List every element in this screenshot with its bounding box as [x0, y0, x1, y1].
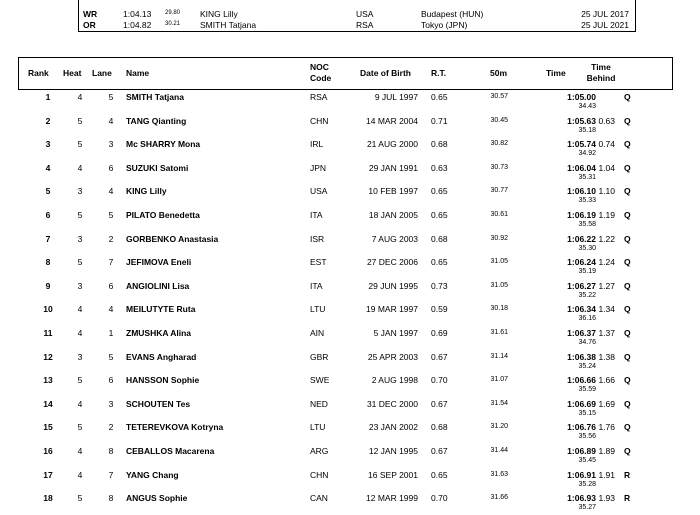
dob-cell: 14 MAR 2004: [366, 115, 418, 126]
sub-split-cell: 34.92: [578, 150, 596, 158]
sub-split-cell: 36.16: [578, 315, 596, 323]
header-dob: Date of Birth: [360, 68, 411, 78]
time-cell: 1:05.63: [567, 115, 596, 126]
time-behind-cell: 1.93: [598, 493, 615, 504]
header-50m: 50m: [490, 68, 508, 78]
noc-cell: USA: [310, 186, 328, 197]
rank-cell: 4: [45, 162, 51, 173]
sub-split-cell: 35.58: [578, 221, 596, 228]
dob-cell: 16 SEP 2001: [368, 469, 418, 480]
split-50m-cell: 31.44: [490, 447, 508, 454]
heat-cell: 5: [77, 375, 83, 386]
lane-cell: 2: [108, 233, 114, 244]
dob-cell: 12 JAN 1995: [368, 446, 418, 456]
dob-cell: 21 AUG 2000: [366, 139, 418, 150]
qualifier-badge: Q: [624, 446, 631, 456]
sub-split-cell: 34.43: [578, 103, 596, 110]
noc-cell: CHN: [310, 115, 329, 126]
rank-cell: 11: [43, 328, 53, 338]
time-behind-cell: 1.91: [598, 469, 615, 480]
header-heat: Heat: [63, 68, 82, 78]
noc-cell: ITA: [310, 280, 323, 291]
header-code: Code: [310, 73, 332, 83]
time-behind-cell: 1.66: [598, 375, 615, 386]
time-behind-cell: 1.69: [598, 398, 615, 409]
table-row: [0, 232, 700, 256]
table-row: [0, 468, 700, 492]
heat-cell: 3: [77, 280, 83, 291]
qualifier-badge: Q: [624, 115, 631, 126]
noc-cell: EST: [310, 257, 327, 268]
time-cell: 1:06.91: [567, 469, 596, 480]
split-50m-cell: 30.92: [490, 234, 508, 242]
noc-cell: SWE: [310, 375, 330, 386]
header-name: Name: [126, 68, 150, 78]
heat-cell: 5: [77, 422, 83, 433]
time-cell: 1:06.27: [567, 280, 596, 291]
athlete-name: SUZUKI Satomi: [126, 162, 189, 173]
lane-cell: 8: [108, 493, 114, 504]
athlete-name: PILATO Benedetta: [126, 210, 200, 220]
time-cell: 1:06.19: [567, 210, 596, 220]
heat-cell: 5: [77, 493, 83, 504]
record-noc: RSA: [356, 20, 374, 30]
time-behind-cell: 1.38: [598, 351, 615, 362]
record-row-wr: [79, 9, 635, 20]
rank-cell: 7: [45, 233, 51, 244]
table-row: [0, 491, 700, 515]
dob-cell: 5 JAN 1997: [373, 328, 418, 338]
lane-cell: 4: [108, 186, 114, 197]
heat-cell: 4: [77, 162, 83, 173]
rt-cell: 0.65: [431, 469, 448, 480]
time-cell: 1:06.66: [567, 375, 596, 386]
rank-cell: 10: [43, 304, 53, 315]
table-row: [0, 137, 700, 161]
heat-cell: 4: [77, 446, 83, 456]
athlete-name: HANSSON Sophie: [126, 375, 200, 386]
time-behind-cell: 0.74: [598, 139, 615, 150]
heat-cell: 5: [77, 115, 83, 126]
heat-cell: 3: [77, 186, 83, 197]
record-time: 1:04.13: [123, 9, 152, 19]
rt-cell: 0.59: [431, 304, 448, 315]
record-name: SMITH Tatjana: [200, 20, 257, 30]
heat-cell: 4: [77, 92, 83, 102]
time-behind-cell: 1.24: [598, 257, 615, 268]
rt-cell: 0.70: [431, 493, 448, 504]
table-row: [0, 420, 700, 444]
table-row: [0, 161, 700, 185]
rt-cell: 0.63: [431, 162, 448, 173]
header-rt: R.T.: [431, 68, 447, 78]
rt-cell: 0.65: [431, 186, 448, 197]
table-row: [0, 208, 700, 232]
results-header: [18, 57, 673, 90]
time-behind-cell: 1.89: [598, 446, 615, 456]
rt-cell: 0.68: [431, 422, 448, 433]
header-time-behind-2: Behind: [586, 73, 616, 83]
split-50m-cell: 31.20: [490, 423, 508, 431]
record-name: KING Lilly: [200, 9, 238, 19]
table-row: [0, 350, 700, 374]
split-50m-cell: 30.57: [490, 93, 508, 100]
athlete-name: ANGUS Sophie: [126, 493, 188, 504]
sub-split-cell: 35.31: [578, 173, 596, 181]
time-cell: 1:06.10: [567, 186, 596, 197]
dob-cell: 9 JUL 1997: [374, 92, 418, 102]
rank-cell: 6: [45, 210, 51, 220]
lane-cell: 2: [108, 422, 114, 433]
table-row: [0, 184, 700, 208]
noc-cell: ITA: [310, 210, 323, 220]
split-50m-cell: 30.73: [490, 163, 508, 171]
record-split: 29.80: [165, 10, 181, 16]
sub-split-cell: 35.24: [578, 362, 596, 370]
header-lane: Lane: [92, 68, 112, 78]
header-time-behind-1: Time: [591, 62, 611, 72]
rt-cell: 0.67: [431, 351, 448, 362]
athlete-name: TANG Qianting: [126, 115, 187, 126]
qualifier-badge: Q: [624, 351, 631, 362]
dob-cell: 25 APR 2003: [367, 351, 418, 362]
sub-split-cell: 35.56: [578, 433, 596, 441]
athlete-name: KING Lilly: [126, 186, 167, 197]
time-cell: 1:06.34: [567, 304, 596, 315]
qualifier-badge: Q: [624, 257, 631, 268]
heat-cell: 4: [77, 304, 83, 315]
noc-cell: ISR: [310, 233, 325, 244]
noc-cell: CAN: [310, 493, 328, 504]
athlete-name: GORBENKO Anastasia: [126, 233, 219, 244]
time-cell: 1:06.93: [567, 493, 596, 504]
noc-cell: AIN: [310, 328, 325, 338]
athlete-name: MEILUTYTE Ruta: [126, 304, 196, 315]
sub-split-cell: 35.28: [578, 480, 596, 488]
time-behind-cell: 1.76: [598, 422, 615, 433]
rt-cell: 0.68: [431, 139, 448, 150]
time-behind-cell: 0.63: [598, 115, 615, 126]
time-cell: 1:05.00: [567, 92, 596, 102]
dob-cell: 27 DEC 2006: [366, 257, 418, 268]
rank-cell: 2: [45, 115, 51, 126]
lane-cell: 7: [108, 257, 114, 268]
time-behind-cell: 1.04: [598, 162, 615, 173]
rank-cell: 9: [45, 280, 51, 291]
dob-cell: 19 MAR 1997: [366, 304, 418, 315]
lane-cell: 5: [108, 351, 114, 362]
record-date: 25 JUL 2017: [581, 9, 629, 19]
time-cell: 1:06.24: [567, 257, 596, 268]
athlete-name: SCHOUTEN Tes: [126, 398, 191, 409]
athlete-name: ZMUSHKA Alina: [126, 328, 192, 338]
qualifier-badge: Q: [624, 186, 631, 197]
time-cell: 1:06.22: [567, 233, 596, 244]
table-row: [0, 90, 700, 114]
qualifier-badge: Q: [624, 398, 631, 409]
lane-cell: 7: [108, 469, 114, 480]
qualifier-badge: Q: [624, 139, 631, 150]
split-50m-cell: 30.45: [490, 116, 508, 124]
time-cell: 1:06.89: [567, 446, 596, 456]
dob-cell: 29 JAN 1991: [368, 162, 418, 173]
rank-cell: 16: [43, 446, 53, 456]
lane-cell: 4: [108, 115, 114, 126]
rt-cell: 0.71: [431, 115, 448, 126]
time-cell: 1:05.74: [567, 139, 596, 150]
qualifier-badge: Q: [624, 375, 631, 386]
noc-cell: RSA: [310, 92, 328, 102]
dob-cell: 2 AUG 1998: [371, 375, 418, 386]
dob-cell: 7 AUG 2003: [371, 233, 418, 244]
heat-cell: 4: [77, 469, 83, 480]
rank-cell: 17: [43, 469, 53, 480]
record-row-or: [79, 20, 635, 31]
split-50m-cell: 31.54: [490, 399, 508, 407]
rank-cell: 5: [45, 186, 51, 197]
noc-cell: CHN: [310, 469, 329, 480]
heat-cell: 3: [77, 233, 83, 244]
noc-cell: IRL: [310, 139, 324, 150]
time-cell: 1:06.37: [567, 328, 596, 338]
time-behind-cell: 1.22: [598, 233, 615, 244]
sub-split-cell: 35.33: [578, 197, 596, 205]
record-split: 30.21: [165, 21, 181, 27]
noc-cell: JPN: [310, 162, 327, 173]
time-behind-cell: 1.37: [598, 328, 615, 338]
rank-cell: 8: [45, 257, 51, 268]
heat-cell: 5: [77, 257, 83, 268]
rank-cell: 15: [43, 422, 53, 433]
qualifier-badge: Q: [624, 210, 631, 220]
record-location: Budapest (HUN): [421, 9, 484, 19]
qualifier-badge: Q: [624, 304, 631, 315]
split-50m-cell: 30.18: [490, 305, 508, 313]
sub-split-cell: 35.27: [578, 504, 596, 512]
sub-split-cell: 35.22: [578, 291, 596, 299]
split-50m-cell: 30.61: [490, 211, 508, 218]
qualifier-badge: Q: [624, 233, 631, 244]
split-50m-cell: 31.14: [490, 352, 508, 360]
heat-cell: 5: [77, 210, 83, 220]
lane-cell: 5: [108, 92, 114, 102]
lane-cell: 3: [108, 398, 114, 409]
qualifier-badge: Q: [624, 280, 631, 291]
record-type: WR: [83, 9, 98, 19]
time-cell: 1:06.04: [567, 162, 596, 173]
split-50m-cell: 31.66: [490, 494, 508, 502]
split-50m-cell: 31.63: [490, 470, 508, 478]
athlete-name: SMITH Tatjana: [126, 92, 184, 102]
athlete-name: TETEREVKOVA Kotryna: [126, 422, 224, 433]
lane-cell: 6: [108, 162, 114, 173]
rank-cell: 14: [43, 398, 53, 409]
lane-cell: 8: [108, 446, 114, 456]
heat-cell: 3: [77, 351, 83, 362]
noc-cell: LTU: [310, 304, 326, 315]
dob-cell: 29 JUN 1995: [368, 280, 418, 291]
header-rank: Rank: [28, 68, 49, 78]
record-time: 1:04.82: [123, 20, 152, 30]
sub-split-cell: 35.18: [578, 126, 596, 134]
lane-cell: 5: [108, 210, 114, 220]
qualifier-badge: Q: [624, 328, 631, 338]
split-50m-cell: 30.82: [490, 140, 508, 148]
table-row: [0, 326, 700, 350]
time-cell: 1:06.76: [567, 422, 596, 433]
record-noc: USA: [356, 9, 374, 19]
dob-cell: 31 DEC 2000: [366, 398, 418, 409]
lane-cell: 3: [108, 139, 114, 150]
record-type: OR: [83, 20, 96, 30]
rank-cell: 12: [43, 351, 53, 362]
table-row: [0, 397, 700, 421]
rank-cell: 13: [43, 375, 53, 386]
table-row: [0, 302, 700, 326]
rt-cell: 0.65: [431, 210, 448, 220]
rank-cell: 1: [45, 92, 51, 102]
time-behind-cell: 1.27: [598, 280, 615, 291]
rt-cell: 0.70: [431, 375, 448, 386]
time-behind-cell: 1.19: [598, 210, 615, 220]
qualifier-badge: Q: [624, 162, 631, 173]
time-behind-cell: 1.34: [598, 304, 615, 315]
lane-cell: 1: [108, 328, 114, 338]
heat-cell: 4: [77, 398, 83, 409]
time-cell: 1:06.38: [567, 351, 596, 362]
split-50m-cell: 31.07: [490, 376, 508, 384]
dob-cell: 23 JAN 2002: [368, 422, 418, 433]
noc-cell: LTU: [310, 422, 326, 433]
split-50m-cell: 31.05: [490, 258, 508, 266]
record-location: Tokyo (JPN): [421, 20, 468, 30]
split-50m-cell: 31.05: [490, 281, 508, 289]
header-noc: NOC: [310, 62, 329, 72]
split-50m-cell: 31.61: [490, 329, 508, 336]
noc-cell: ARG: [310, 446, 329, 456]
sub-split-cell: 35.19: [578, 268, 596, 276]
noc-cell: NED: [310, 398, 328, 409]
noc-cell: GBR: [310, 351, 329, 362]
rt-cell: 0.65: [431, 257, 448, 268]
record-date: 25 JUL 2021: [581, 20, 629, 30]
athlete-name: CEBALLOS Macarena: [126, 446, 215, 456]
qualifier-badge: R: [624, 493, 631, 504]
dob-cell: 10 FEB 1997: [368, 186, 418, 197]
lane-cell: 6: [108, 375, 114, 386]
athlete-name: EVANS Angharad: [126, 351, 197, 362]
rank-cell: 18: [43, 493, 53, 504]
heat-cell: 5: [77, 139, 83, 150]
dob-cell: 18 JAN 2005: [368, 210, 418, 220]
split-50m-cell: 30.77: [490, 187, 508, 195]
lane-cell: 6: [108, 280, 114, 291]
athlete-name: Mc SHARRY Mona: [126, 139, 201, 150]
rt-cell: 0.67: [431, 398, 448, 409]
table-row: [0, 373, 700, 397]
qualifier-badge: R: [624, 469, 631, 480]
sub-split-cell: 35.30: [578, 244, 596, 252]
qualifier-badge: Q: [624, 422, 631, 433]
table-row: [0, 279, 700, 303]
table-row: [0, 444, 700, 468]
table-row: [0, 114, 700, 138]
sub-split-cell: 35.45: [578, 457, 596, 464]
table-row: [0, 255, 700, 279]
time-cell: 1:06.69: [567, 398, 596, 409]
rt-cell: 0.69: [431, 328, 448, 338]
dob-cell: 12 MAR 1999: [366, 493, 418, 504]
sub-split-cell: 35.59: [578, 386, 596, 394]
rt-cell: 0.68: [431, 233, 448, 244]
records-table: [78, 0, 636, 32]
lane-cell: 4: [108, 304, 114, 315]
heat-cell: 4: [77, 328, 83, 338]
rank-cell: 3: [45, 139, 51, 150]
rt-cell: 0.67: [431, 446, 448, 456]
time-behind-cell: 1.10: [598, 186, 615, 197]
qualifier-badge: Q: [624, 92, 631, 102]
sub-split-cell: 34.76: [578, 339, 596, 346]
header-time: Time: [546, 68, 566, 78]
athlete-name: YANG Chang: [126, 469, 179, 480]
athlete-name: JEFIMOVA Eneli: [126, 257, 192, 268]
sub-split-cell: 35.15: [578, 409, 596, 417]
rt-cell: 0.65: [431, 92, 448, 102]
athlete-name: ANGIOLINI Lisa: [126, 280, 190, 291]
rt-cell: 0.73: [431, 280, 448, 291]
